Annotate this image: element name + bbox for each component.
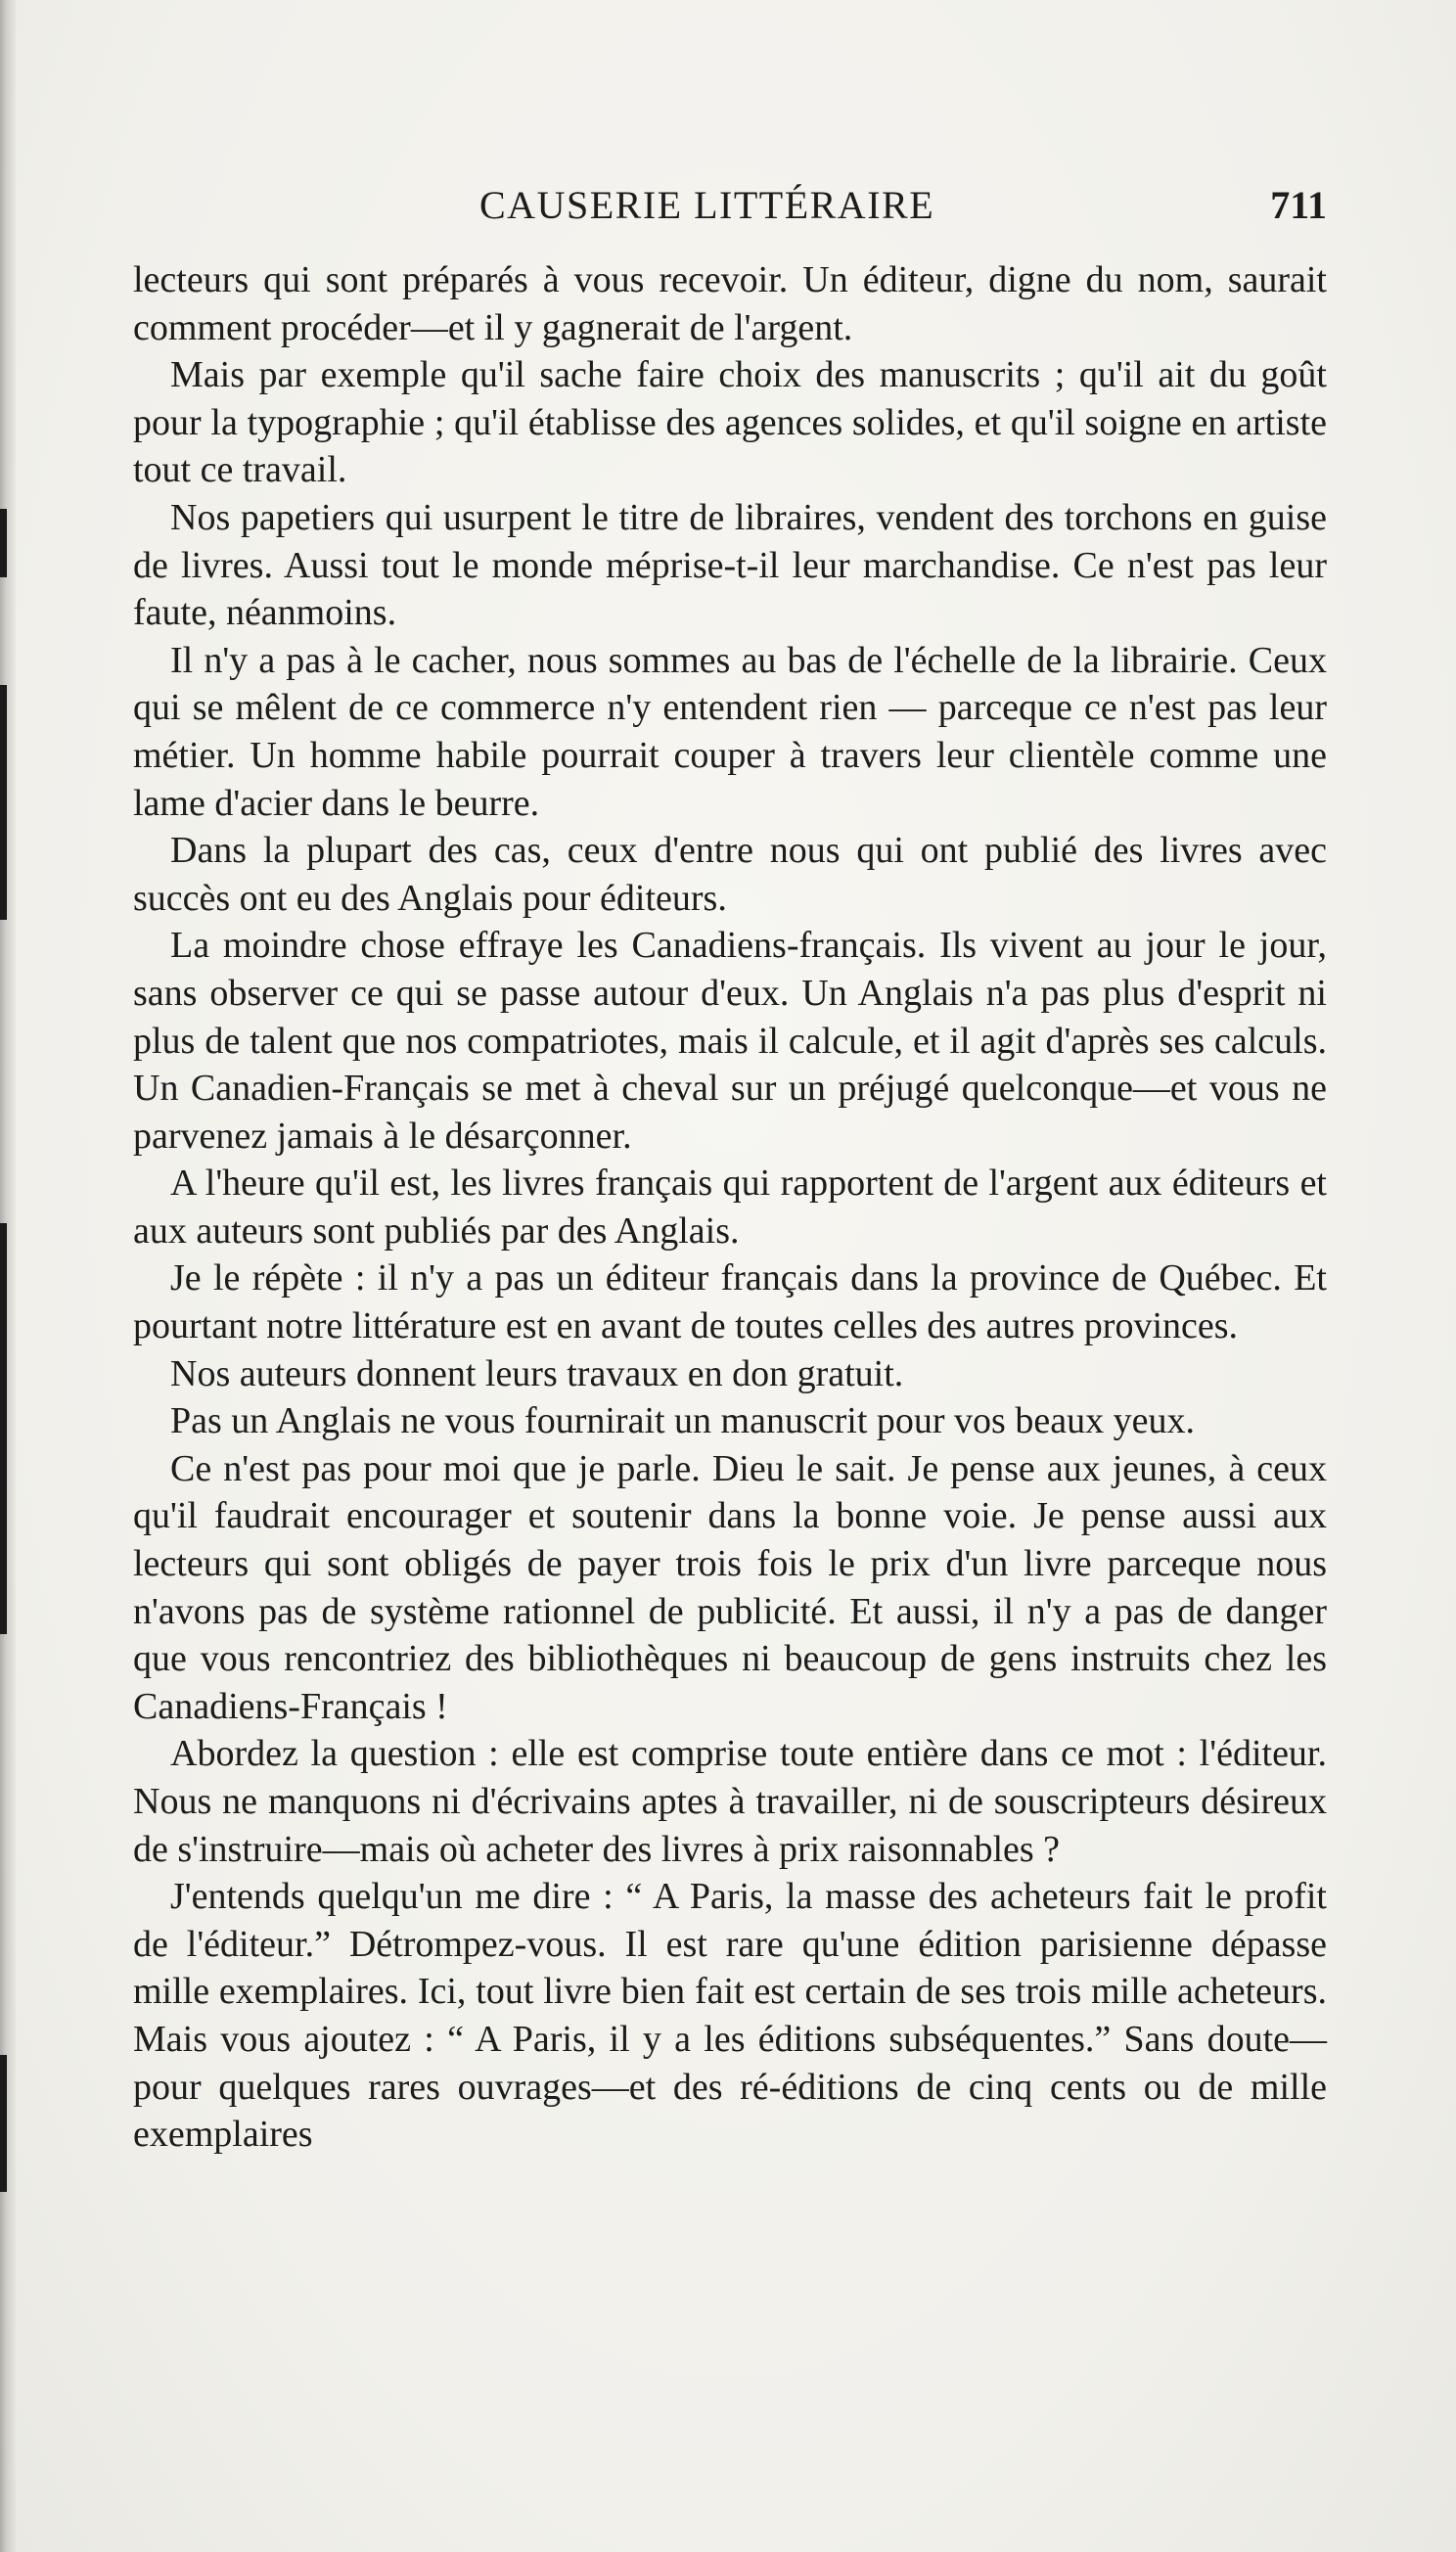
paragraph: Mais par exemple qu'il sache faire choix des manuscrits ; qu'il ait du goût pour la typographie ; qu'il établisse des agences solides, et qu'il soigne en artiste tout ce travail.	[133, 354, 1327, 491]
paragraph: A l'heure qu'il est, les livres français qui rapportent de l'argent aux éditeurs et aux auteurs sont publiés par des Anglais.	[133, 1162, 1327, 1252]
edge-mark	[0, 509, 7, 577]
page-header	[133, 176, 1327, 235]
paragraph: Nos papetiers qui usurpent le titre de libraires, vendent des torchons en guise de livres. Aussi tout le monde méprise-t-il leur marchandise. Ce n'est pas leur faute, néanmoins.	[133, 496, 1327, 634]
running-title: CAUSERIE LITTÉRAIRE	[479, 183, 935, 227]
paragraph: J'entends quelqu'un me dire : “ A Paris, la masse des acheteurs fait le profit de l'éditeur.” Détrompez-vous. Il est rare qu'une édition parisienne dépasse mille exemplaires. Ici, tout livre bien fait est certain de ses trois mille acheteurs. Mais vous ajoutez : “ A Paris, il y a les éditions subséquentes.” Sans doute—pour quelques rares ouvrages—et des ré-éditions de cinq cents ou de mille exemplaires	[133, 1876, 1327, 2156]
paragraph: Dans la plupart des cas, ceux d'entre nous qui ont publié des livres avec succès ont eu des Anglais pour éditeurs.	[133, 830, 1327, 919]
paragraph: lecteurs qui sont préparés à vous recevoir. Un éditeur, digne du nom, saurait comment procéder—et il y gagnerait de l'argent.	[133, 259, 1327, 348]
paragraph: Ce n'est pas pour moi que je parle. Dieu le sait. Je pense aux jeunes, à ceux qu'il faudrait encourager et soutenir dans la bonne voie. Je pense aussi aux lecteurs qui sont obligés de payer trois fois le prix d'un livre parceque nous n'avons pas de système rationnel de publicité. Et aussi, il n'y a pas de danger que vous rencontriez des bibliothèques ni beaucoup de gens instruits chez les Canadiens-Français !	[133, 1447, 1327, 1727]
edge-mark	[0, 1223, 7, 1634]
paragraph: Pas un Anglais ne vous fournirait un manuscrit pour vos beaux yeux.	[170, 1400, 1195, 1442]
edge-mark	[0, 685, 7, 920]
paragraph: La moindre chose effraye les Canadiens-français. Ils vivent au jour le jour, sans observer ce qui se passe autour d'eux. Un Anglais n'a pas plus d'esprit ni plus de talent que nos compatriotes, mais il calcule, et il agit d'après ses calculs. Un Canadien-Français se met à cheval sur un préjugé quelconque—et vous ne parvenez jamais à le désarçonner.	[133, 925, 1327, 1157]
paragraph: Il n'y a pas à le cacher, nous sommes au bas de l'échelle de la librairie. Ceux qui se mêlent de ce commerce n'y entendent rien — parceque ce n'est pas leur métier. Un homme habile pourrait couper à travers leur clientèle comme une lame d'acier dans le beurre.	[133, 639, 1327, 824]
paragraph: Nos auteurs donnent leurs travaux en don gratuit.	[170, 1352, 904, 1394]
body-text	[133, 256, 1327, 2159]
paragraph: Je le répète : il n'y a pas un éditeur français dans la province de Québec. Et pourtant notre littérature est en avant de toutes celles des autres provinces.	[133, 1257, 1327, 1347]
page-number: 711	[1270, 183, 1327, 227]
paragraph: Abordez la question : elle est comprise toute entière dans ce mot : l'éditeur. Nous ne manquons ni d'écrivains aptes à travailler, ni de souscripteurs désireux de s'instruire—mais où acheter des livres à prix raisonnables ?	[133, 1733, 1327, 1870]
edge-mark	[0, 2055, 7, 2192]
